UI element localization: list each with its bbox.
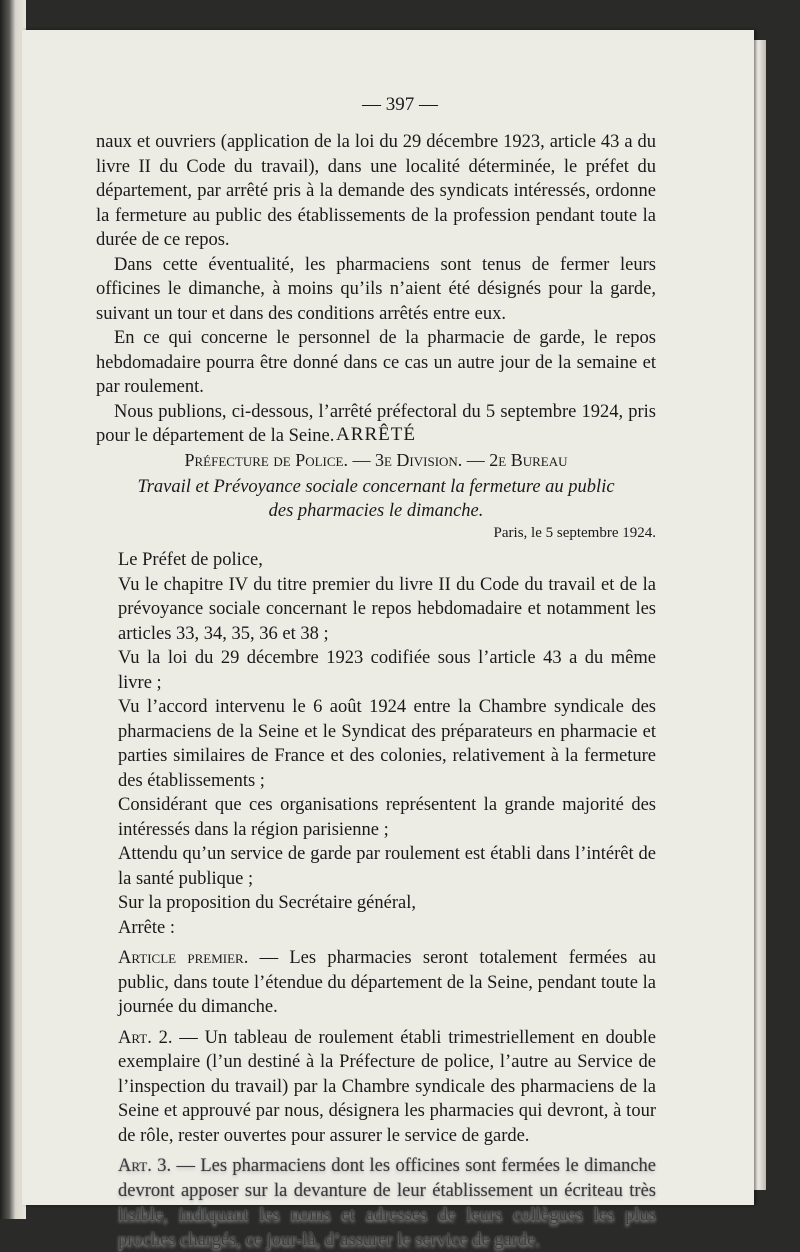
intro-paragraph-1: naux et ouvriers (application de la loi du 29 décembre 1923, article 43 a du livre II du Code du travail), dans une localité déterminée, le préfet du département, par arrêté pris à la demande des syndicats intéressés, ordonne la fermeture au public des établissements de la profession pendant toute la durée de ce repos. — [96, 132, 656, 250]
arrete-line: Sur la proposition du Secrétaire général, — [118, 893, 416, 913]
arrete-body — [118, 548, 656, 1252]
article-3 — [118, 1154, 656, 1252]
article-1 — [118, 946, 656, 1020]
arrete-bureau: Préfecture de Police. — 3e Division. — 2e Bureau — [184, 450, 568, 470]
article-3-text: — Les pharmaciens dont les officines sont fermées le dimanche devront apposer sur la devanture de leur établissement un écriteau très lisible, indiquant les noms et adresses de leurs collègues les plus proches chargés, ce jour-là, d’assurer le service de garde. — [118, 1156, 656, 1250]
article-2 — [118, 1026, 656, 1149]
arrete-line: Vu l’accord intervenu le 6 août 1924 entre la Chambre syndicale des pharmaciens de la Seine et le Syndicat des préparateurs en pharmacie et parties similaires de France et des colonies, relativement à la fermeture des établissements ; — [118, 697, 656, 791]
arrete-subtitle-line-2: des pharmacies le dimanche. — [268, 501, 484, 521]
article-1-text: — Les pharmacies seront totalement fermées au public, dans toute l’étendue du département de la Seine, pendant toute la journée du dimanche. — [118, 948, 657, 1017]
arrete-line: Vu le chapitre IV du titre premier du livre II du Code du travail et de la prévoyance sociale concernant le repos hebdomadaire et notamment les articles 33, 34, 35, 36 et 38 ; — [118, 574, 656, 644]
arrete-line: Attendu qu’un service de garde par roulement est établi dans l’intérêt de la santé publique ; — [118, 844, 656, 889]
arrete-date: Paris, le 5 septembre 1924. — [493, 525, 656, 541]
arrete-line: Le Préfet de police, — [118, 550, 263, 570]
article-2-text: — Un tableau de roulement établi trimestriellement en double exemplaire (l’un destiné à la Préfecture de police, l’autre au Service de l’inspection du travail) par la Chambre syndicale des pharmaciens de la Seine et approuvé par nous, désignera les pharmacies qui devront, à tour de rôle, rester ouvertes pour assurer le service de garde. — [118, 1027, 656, 1146]
page-number: — 397 — — [362, 94, 438, 115]
article-3-label: Art. 3. — [118, 1156, 172, 1176]
arrete-line: Considérant que ces organisations représentent la grande majorité des intéressés dans la région parisienne ; — [118, 795, 656, 840]
article-2-label: Art. 2. — [118, 1027, 173, 1048]
intro-paragraph-3: En ce qui concerne le personnel de la pharmacie de garde, le repos hebdomadaire pourra être donné dans ce cas un autre jour de la semaine et par roulement. — [96, 328, 656, 397]
article-1-label: Article premier. — [118, 948, 249, 968]
arrete-subtitle-line-1: Travail et Prévoyance sociale concernant la fermeture au public — [137, 477, 615, 497]
intro-paragraph-4: Nous publions, ci-dessous, l’arrêté préfectoral du 5 septembre 1924, pris pour le département de la Seine. — [96, 401, 656, 446]
intro-section — [96, 130, 656, 449]
arrete-header — [96, 424, 656, 542]
arrete-line: Arrête : — [118, 917, 176, 938]
page-edge — [752, 40, 766, 1190]
arrete-title: ARRÊTÉ — [336, 424, 416, 445]
arrete-line: Vu la loi du 29 décembre 1923 codifiée sous l’article 43 a du même livre ; — [118, 648, 656, 693]
intro-paragraph-2: Dans cette éventualité, les pharmaciens sont tenus de fermer leurs officines le dimanche, à moins qu’ils n’aient été désignés pour la garde, suivant un tour et dans des conditions arrêtés entre eux. — [96, 254, 656, 324]
